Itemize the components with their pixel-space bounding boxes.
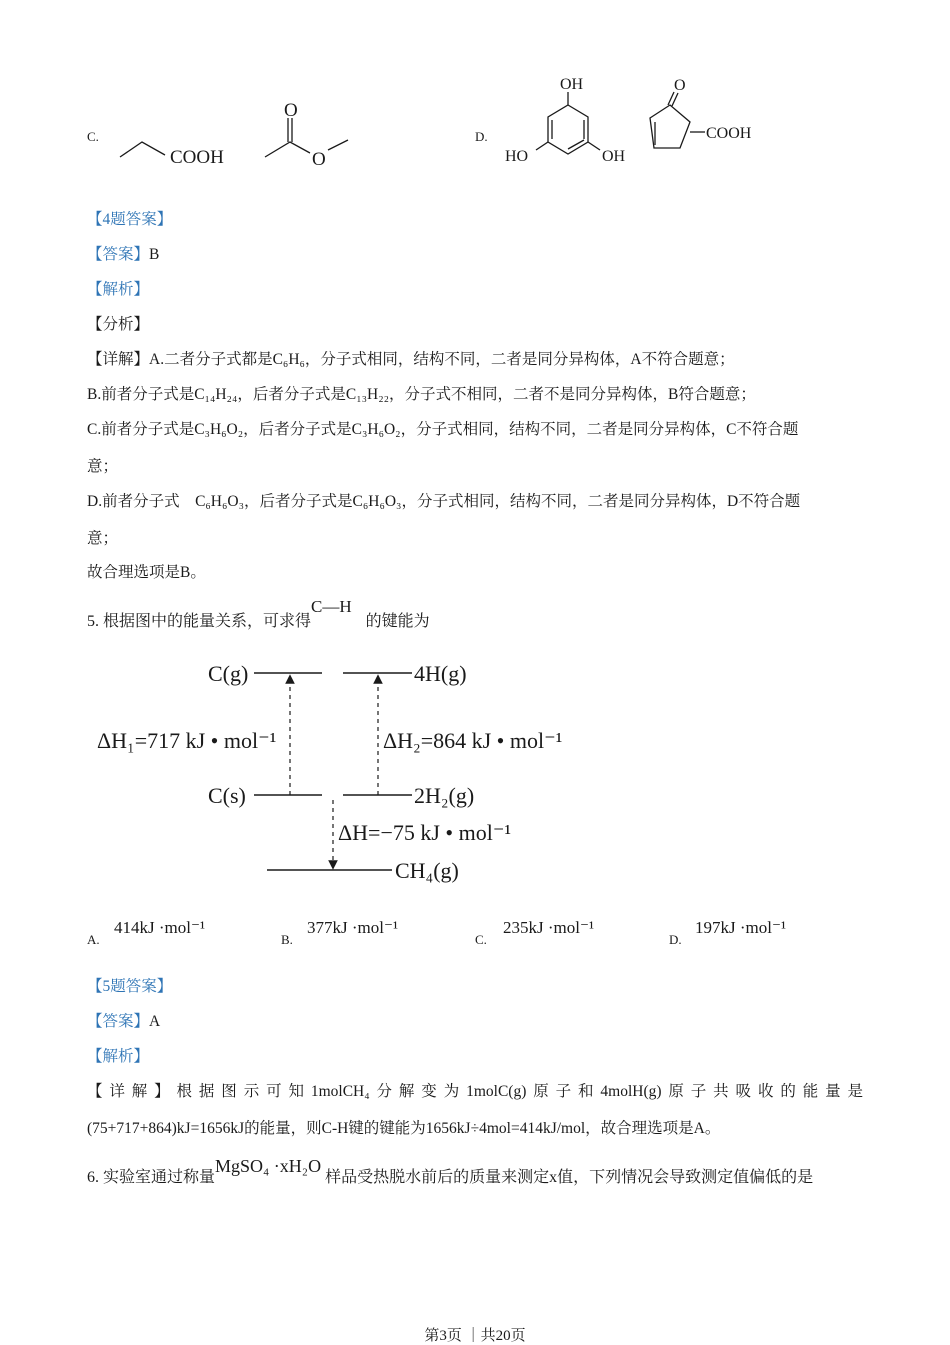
option-letter: B. <box>281 932 293 947</box>
4hg-label: 4H(g) <box>414 661 467 686</box>
ho-left-label: HO <box>505 148 529 165</box>
2h2g-label: 2H₂(g) <box>414 783 475 808</box>
dh-label: ΔH=−75 kJ • mol⁻¹ <box>338 820 512 845</box>
detail-label: 【详解】 <box>87 351 150 368</box>
option-letter: D. <box>669 932 682 947</box>
answer-value: A <box>149 1013 161 1030</box>
option-letter: C. <box>475 932 487 947</box>
bond-formula: C—H <box>311 597 352 616</box>
option-value: 377kJ ·mol⁻¹ <box>307 918 399 937</box>
q5-detail-line1: 【详解】根据图示可知1molCH₄分解变为1molC(g)原子和4molH(g)原子共吸收的能量是 <box>87 1083 863 1100</box>
q6-stem-prefix: 6. 实验室通过称量 <box>87 1169 216 1186</box>
option-value: 414kJ ·mol⁻¹ <box>114 918 206 937</box>
q6-formula: MgSO₄ ·xH₂O <box>215 1156 322 1176</box>
page-footer: 第3页 ｜共20页 <box>424 1328 526 1344</box>
dh2-label: ΔH₂=864 kJ • mol⁻¹ <box>383 728 563 753</box>
option-value: 235kJ ·mol⁻¹ <box>503 918 595 937</box>
oh-top-label: OH <box>560 76 584 93</box>
option-c-label: C. <box>87 129 99 144</box>
detail-line-c2: 意； <box>87 458 119 475</box>
cg-label: C(g) <box>208 661 249 686</box>
cooh-label-d: COOH <box>706 125 752 142</box>
option-d-structures <box>500 70 770 170</box>
conclusion: 故合理选项是B。 <box>87 564 206 581</box>
ketone-o-label: O <box>674 77 686 94</box>
energy-diagram <box>90 645 590 895</box>
q5-answer-header: 【5题答案】 <box>87 978 173 995</box>
fenxi-label: 【分析】 <box>87 316 150 333</box>
detail-line-b: B.前者分子式是C₁₄H₂₄，后者分子式是C₁₃H₂₂，分子式不相同，二者不是同分异构体，B符合题意； <box>87 386 756 403</box>
answer-label: 【答案】 <box>87 1013 150 1030</box>
q5-detail-line2: (75+717+864)kJ=1656kJ的能量，则C-H键的键能为1656kJ÷4mol=414kJ/mol，故合理选项是A。 <box>87 1120 721 1137</box>
ester-o-label: O <box>312 149 326 170</box>
analysis-label: 【解析】 <box>87 1048 150 1065</box>
q5-stem-suffix: 的键能为 <box>365 613 430 630</box>
q4-answer-header: 【4题答案】 <box>87 211 173 228</box>
detail-line-a: A.二者分子式都是C₆H₆，分子式相同，结构不同，二者是同分异构体，A不符合题意； <box>149 351 735 368</box>
analysis-label: 【解析】 <box>87 281 150 298</box>
detail-line-d: D.前者分子式 C₆H₆O₃，后者分子式是C₆H₆O₃，分子式相同，结构不同，二者是同分异构体，D不符合题 <box>87 493 801 510</box>
cooh-label: COOH <box>170 147 224 168</box>
oh-right-label: OH <box>602 148 626 165</box>
option-d-label: D. <box>475 129 488 144</box>
q5-stem-prefix: 5. 根据图中的能量关系，可求得 <box>87 613 312 630</box>
ch4-label: CH₄(g) <box>395 858 459 883</box>
dh1-label: ΔH₁=717 kJ • mol⁻¹ <box>97 728 277 753</box>
option-letter: A. <box>87 932 100 947</box>
cs-label: C(s) <box>208 783 246 808</box>
option-c-structures <box>110 90 360 175</box>
q6-stem-suffix: 样品受热脱水前后的质量来测定x值，下列情况会导致测定值偏低的是 <box>325 1169 814 1186</box>
detail-line-d2: 意； <box>87 530 119 547</box>
answer-label: 【答案】 <box>87 246 150 263</box>
answer-value: B <box>149 246 160 263</box>
carbonyl-o-label: O <box>284 100 298 121</box>
detail-line-c: C.前者分子式是C₃H₆O₂，后者分子式是C₃H₆O₂，分子式相同，结构不同，二者是同分异构体，C不符合题 <box>87 421 799 438</box>
option-value: 197kJ ·mol⁻¹ <box>695 918 787 937</box>
